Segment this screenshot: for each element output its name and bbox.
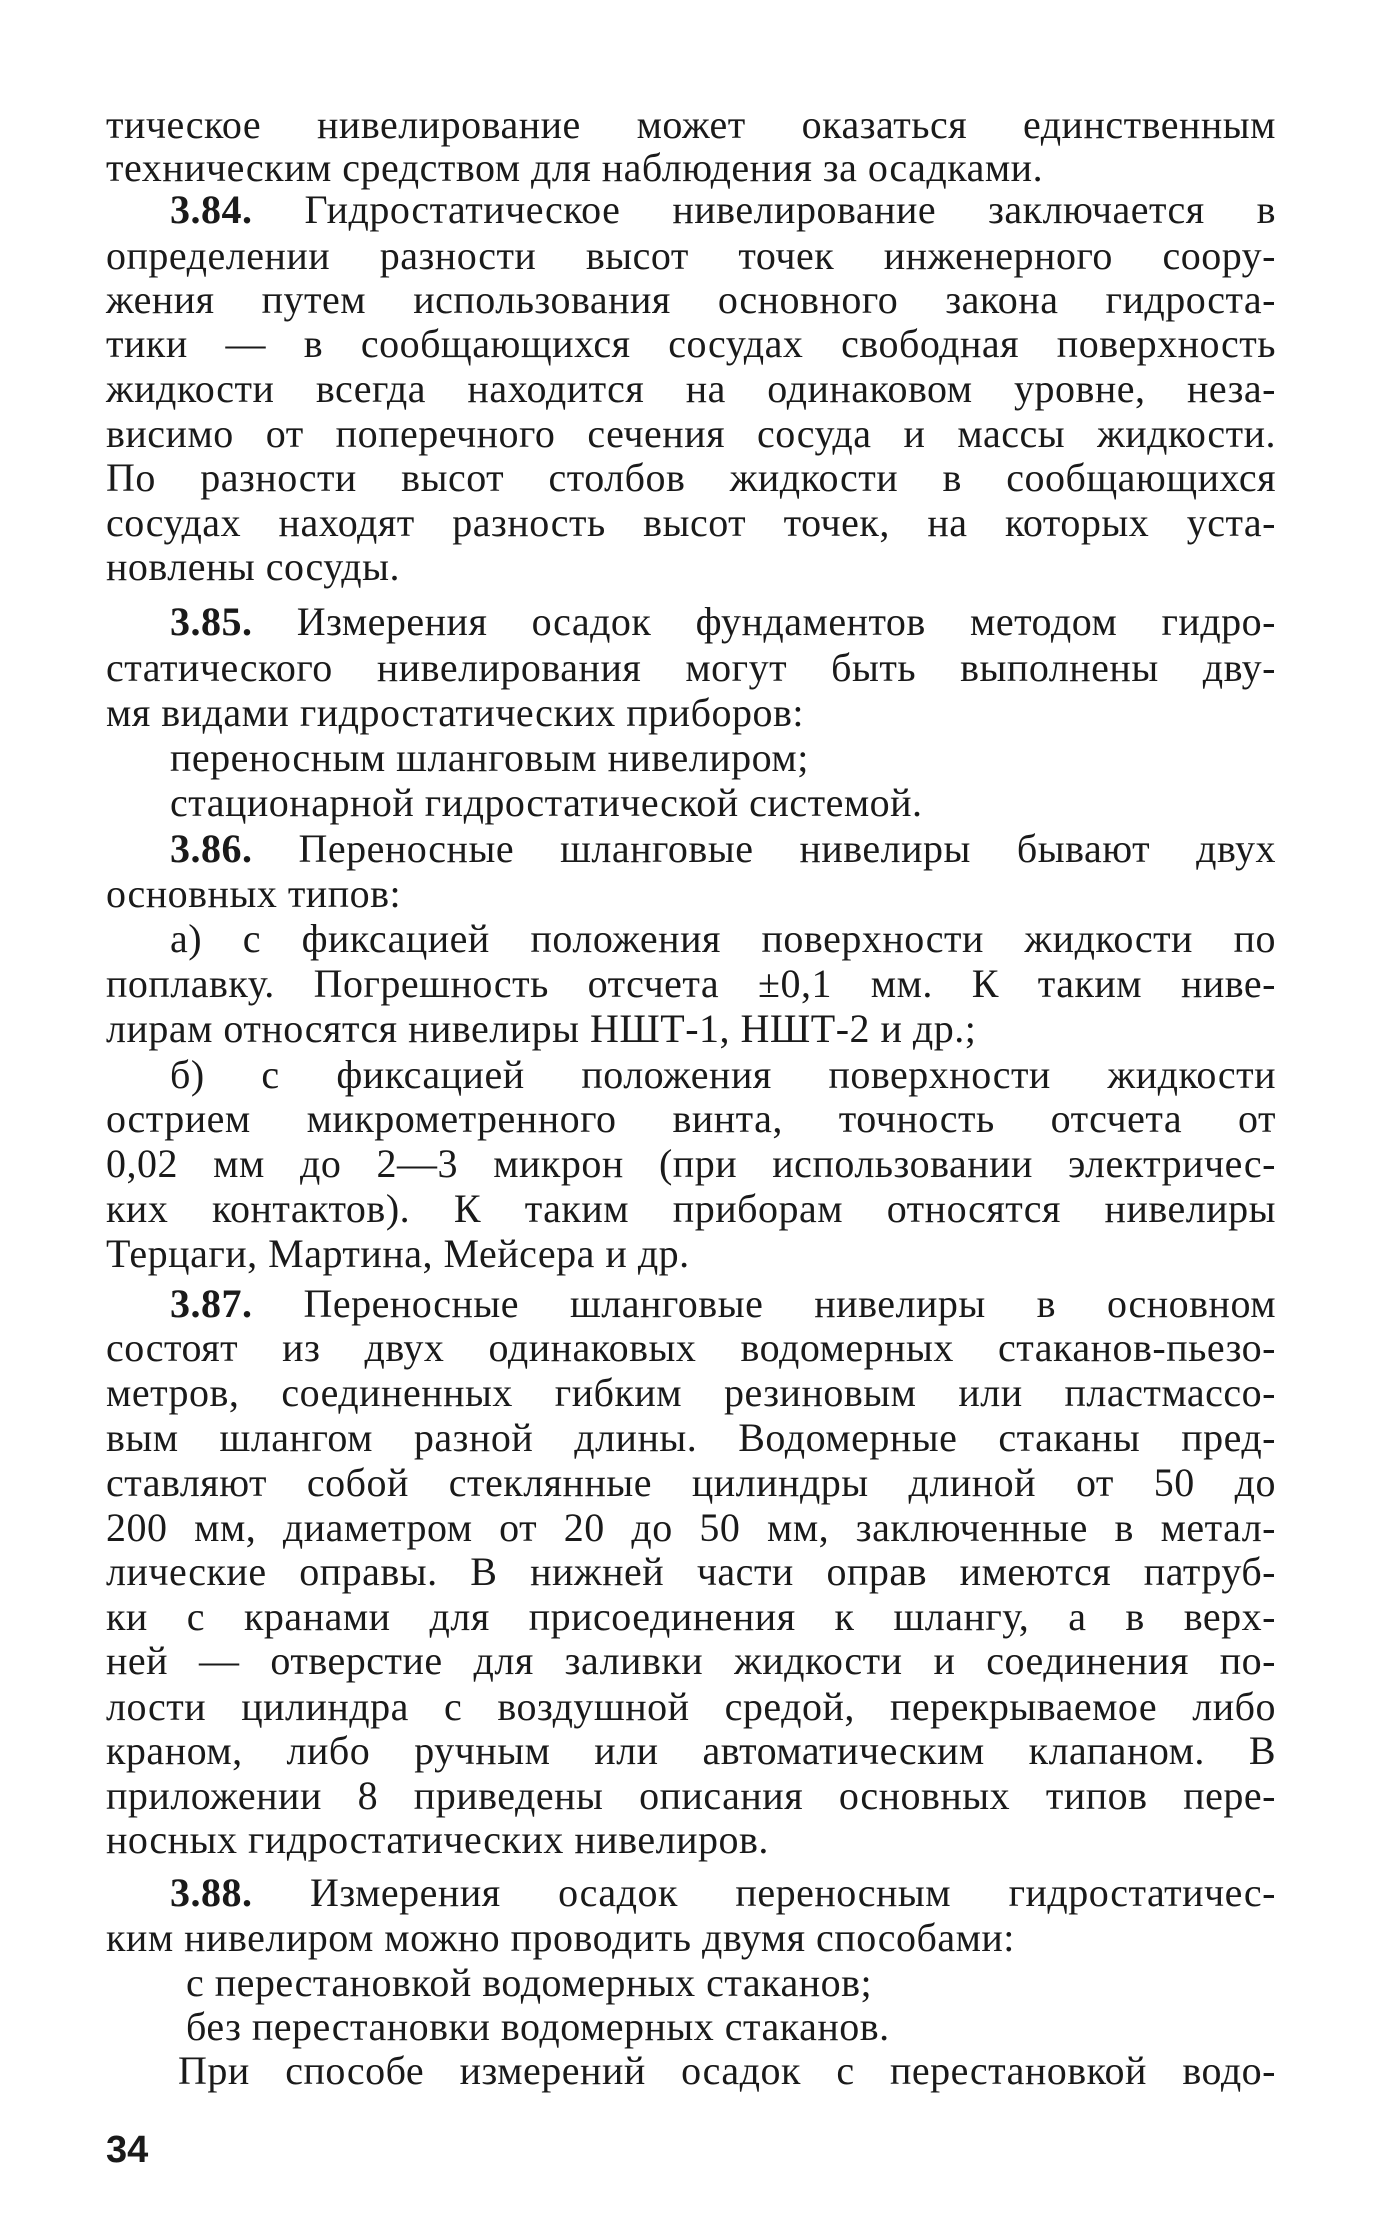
text-line [106, 1415, 1276, 1461]
line-text: жения путем использования основного закона гидроста- [106, 277, 1276, 322]
text-line [170, 916, 1276, 962]
line-text: метров, соединенных гибким резиновым или пластмассо- [106, 1370, 1276, 1415]
line-text: Терцаги, Мартина, Мейсера и др. [106, 1231, 690, 1276]
section-number: 3.86. [170, 826, 253, 871]
text-line [106, 1141, 1276, 1187]
line-text: Измерения осадок фундаментов методом гидро- [252, 599, 1276, 644]
text-line [170, 780, 1276, 826]
line-text: стационарной гидростатической системой. [170, 780, 923, 825]
section-number: 3.88. [170, 1870, 253, 1915]
line-text: поплавку. Погрешность отсчета ±0,1 мм. К таким ниве- [106, 961, 1276, 1006]
line-text: висимо от поперечного сечения сосуда и массы жидкости. [106, 411, 1276, 456]
line-text: При способе измерений осадок с перестановкой водо- [178, 2048, 1276, 2093]
line-text: переносным шланговым нивелиром; [170, 735, 809, 780]
line-text: лические оправы. В нижней части оправ имеются патруб- [106, 1549, 1276, 1594]
text-line [186, 1960, 1276, 2006]
line-text: состоят из двух одинаковых водомерных стаканов-пьезо- [106, 1325, 1276, 1370]
text-line [106, 1915, 1276, 1961]
line-text: 200 мм, диаметром от 20 до 50 мм, заключенные в метал- [106, 1505, 1276, 1550]
text-line [170, 1281, 1276, 1327]
text-line [106, 1231, 1276, 1277]
text-line [106, 1728, 1276, 1774]
text-line [106, 544, 1276, 590]
text-line [106, 1549, 1276, 1595]
line-text: жидкости всегда находится на одинаковом уровне, неза- [106, 366, 1276, 411]
text-line [106, 102, 1276, 148]
section-number: 3.87. [170, 1281, 253, 1326]
text-line [178, 2048, 1276, 2094]
text-line [106, 1594, 1276, 1640]
text-line [170, 187, 1276, 233]
line-text: тическое нивелирование может оказаться единственным [106, 102, 1276, 147]
line-text: а) с фиксацией положения поверхности жидкости по [170, 916, 1276, 961]
text-line [106, 645, 1276, 691]
text-line [106, 1773, 1276, 1819]
text-line [106, 1186, 1276, 1232]
line-text: определении разности высот точек инженерного соору- [106, 233, 1276, 278]
text-line [106, 1638, 1276, 1684]
line-text: с перестановкой водомерных стаканов; [186, 1960, 873, 2005]
text-line [106, 233, 1276, 279]
line-text: 0,02 мм до 2—3 микрон (при использовании электричес- [106, 1141, 1276, 1186]
text-line [186, 2004, 1276, 2050]
line-text: тики — в сообщающихся сосудах свободная поверхность [106, 321, 1276, 366]
text-line [106, 1096, 1276, 1142]
text-line [106, 690, 1276, 736]
text-line [106, 1817, 1276, 1863]
text-line [106, 455, 1276, 501]
line-text: приложении 8 приведены описания основных типов пере- [106, 1773, 1276, 1818]
line-text: б) с фиксацией положения поверхности жидкости [170, 1052, 1276, 1097]
text-line [106, 1684, 1276, 1730]
line-text: ставляют собой стеклянные цилиндры длиной от 50 до [106, 1460, 1276, 1505]
line-text: мя видами гидростатических приборов: [106, 690, 804, 735]
text-line [170, 826, 1276, 872]
line-text: Гидростатическое нивелирование заключается в [252, 187, 1276, 232]
line-text: По разности высот столбов жидкости в сообщающихся [106, 455, 1276, 500]
text-line [170, 1870, 1276, 1916]
text-line [106, 1325, 1276, 1371]
text-line [106, 961, 1276, 1007]
line-text: основных типов: [106, 871, 402, 916]
line-text: сосудах находят разность высот точек, на которых уста- [106, 500, 1276, 545]
line-text: новлены сосуды. [106, 544, 400, 589]
section-number: 3.85. [170, 599, 253, 644]
line-text: Переносные шланговые нивелиры бывают двух [252, 826, 1276, 871]
line-text: ней — отверстие для заливки жидкости и соединения по- [106, 1638, 1276, 1683]
line-text: лирам относятся нивелиры НШТ-1, НШТ-2 и др.; [106, 1006, 977, 1051]
text-line [106, 1370, 1276, 1416]
line-text: краном, либо ручным или автоматическим клапаном. В [106, 1728, 1276, 1773]
text-line [106, 500, 1276, 546]
text-line [106, 1505, 1276, 1551]
page-number: 34 [106, 2129, 149, 2171]
text-line [106, 366, 1276, 412]
text-line [106, 1006, 1276, 1052]
line-text: Переносные шланговые нивелиры в основном [252, 1281, 1276, 1326]
text-line [106, 411, 1276, 457]
text-line [170, 1052, 1276, 1098]
line-text: техническим средством для наблюдения за осадками. [106, 145, 1044, 190]
text-line [106, 277, 1276, 323]
line-text: острием микрометренного винта, точность отсчета от [106, 1096, 1276, 1141]
line-text: статического нивелирования могут быть выполнены дву- [106, 645, 1276, 690]
line-text: носных гидростатических нивелиров. [106, 1817, 769, 1862]
line-text: лости цилиндра с воздушной средой, перекрываемое либо [106, 1684, 1276, 1729]
section-number: 3.84. [170, 187, 253, 232]
line-text: ким нивелиром можно проводить двумя способами: [106, 1915, 1015, 1960]
text-line [106, 145, 1276, 191]
line-text: ких контактов). К таким приборам относятся нивелиры [106, 1186, 1276, 1231]
text-line [170, 599, 1276, 645]
text-line [170, 735, 1276, 781]
line-text: Измерения осадок переносным гидростатичес- [252, 1870, 1276, 1915]
text-line [106, 871, 1276, 917]
line-text: ки с кранами для присоединения к шлангу, а в верх- [106, 1594, 1276, 1639]
text-line [106, 321, 1276, 367]
text-line [106, 1460, 1276, 1506]
line-text: вым шлангом разной длины. Водомерные стаканы пред- [106, 1415, 1276, 1460]
line-text: без перестановки водомерных стаканов. [186, 2004, 890, 2049]
